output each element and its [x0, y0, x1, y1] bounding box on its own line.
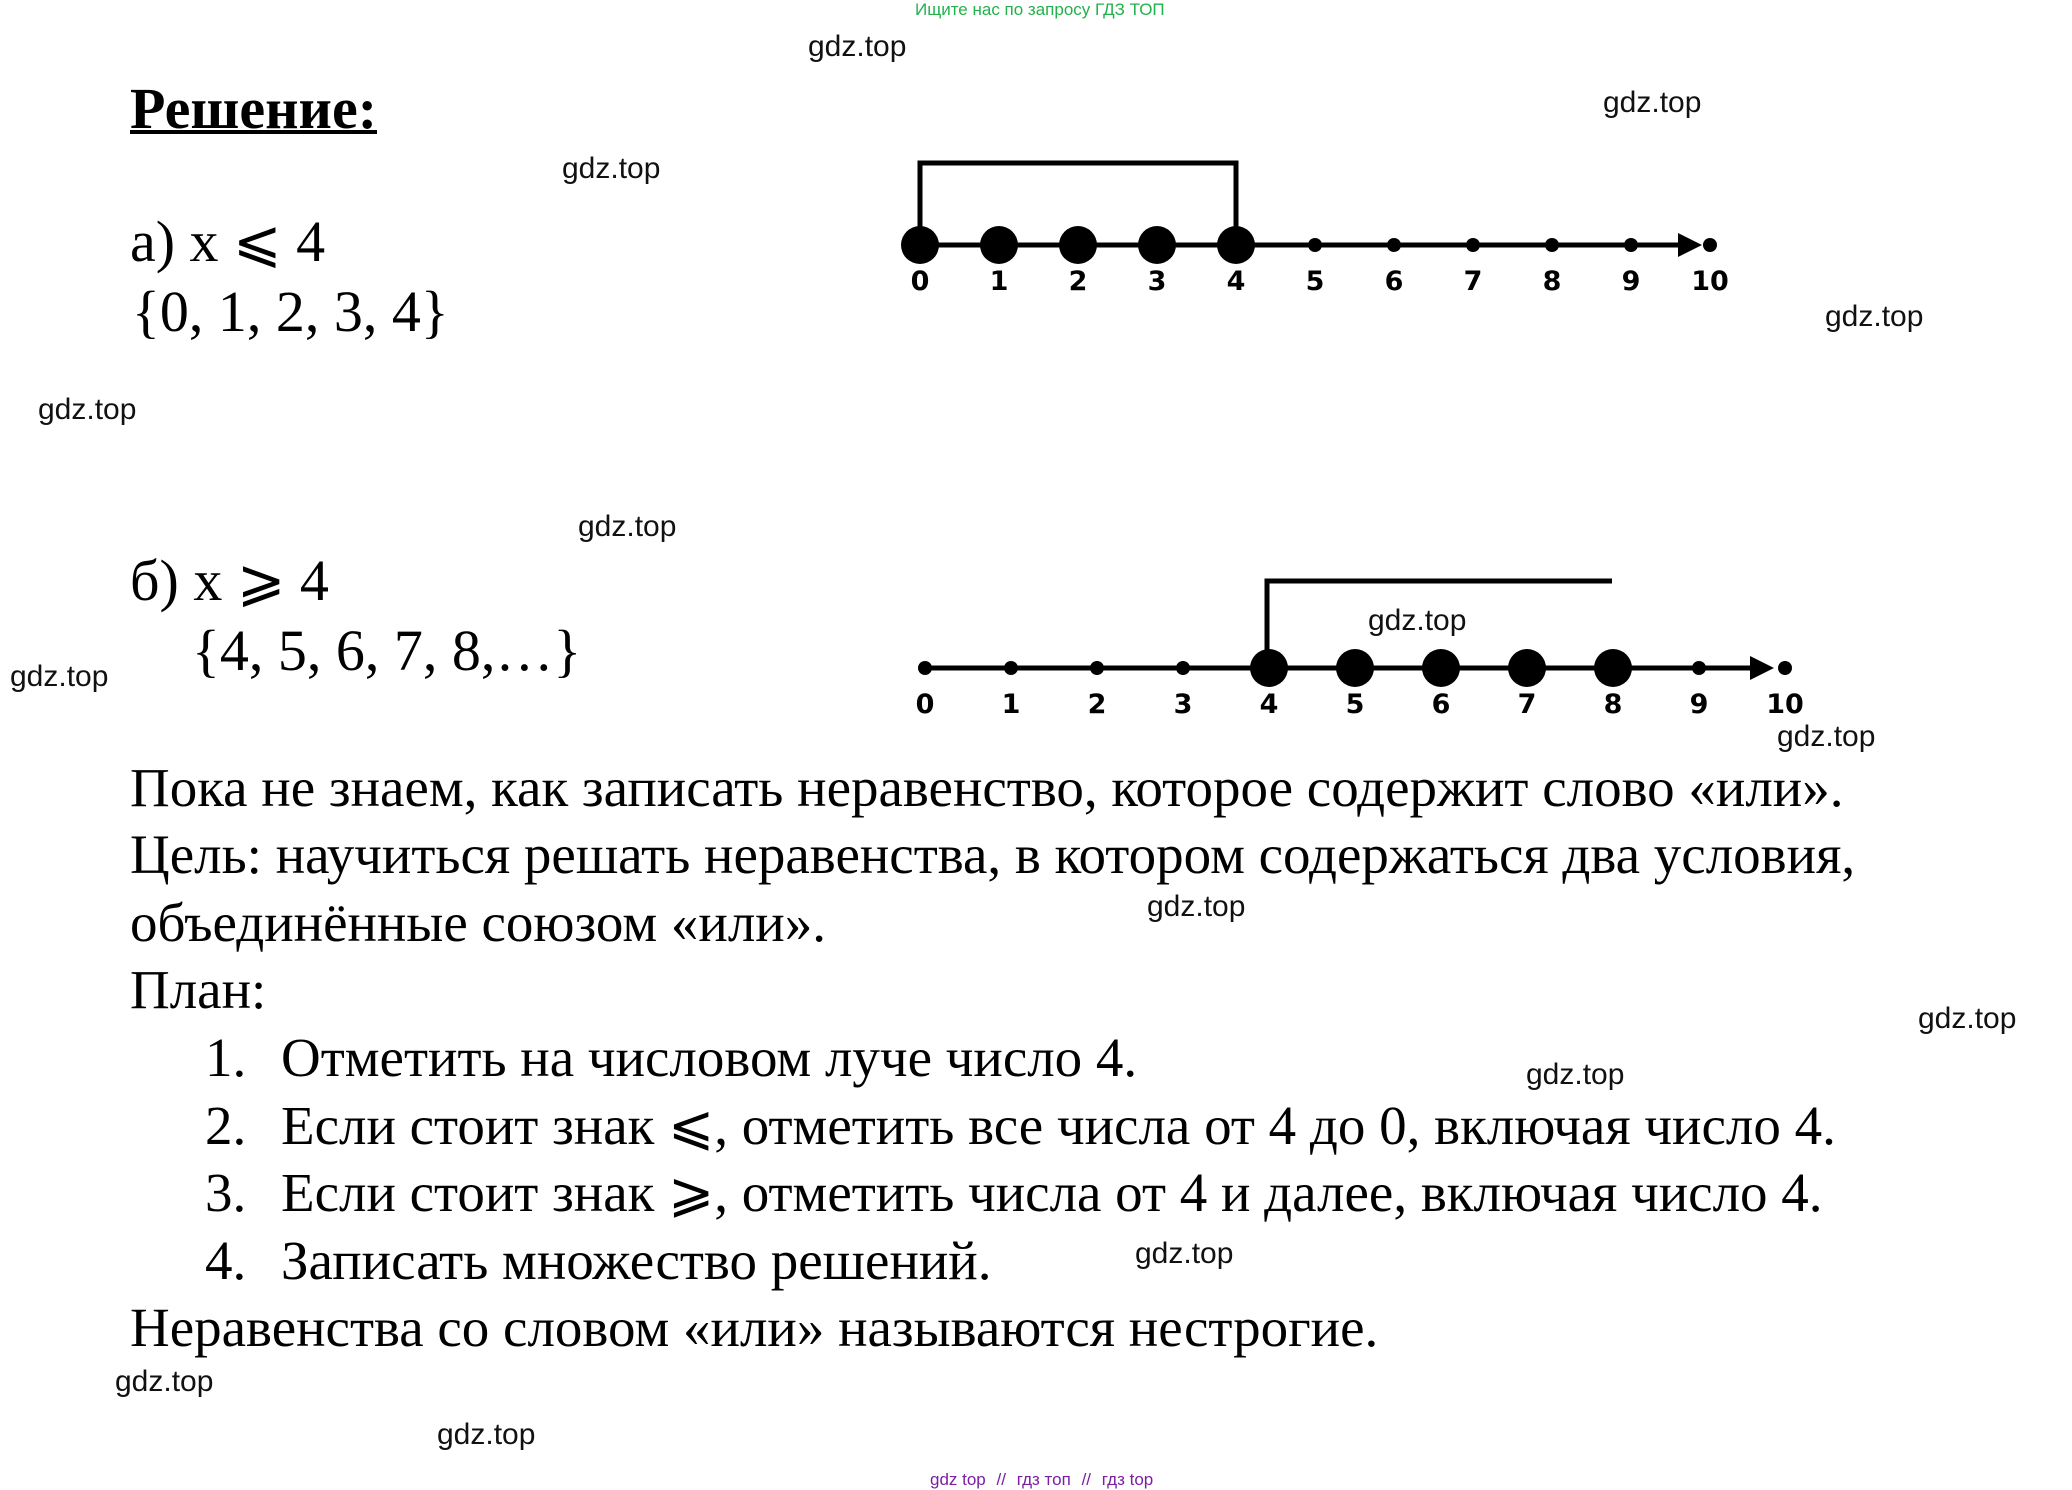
number-line-b-point-2 [1090, 661, 1104, 675]
number-line-a-label-2: 2 [1068, 266, 1088, 297]
plan-item-text: Отметить на числовом луче число 4. [281, 1027, 1138, 1088]
number-line-a-label-5: 5 [1305, 266, 1325, 297]
number-line-b-label-8: 8 [1603, 689, 1623, 720]
plan-item [205, 1027, 1138, 1088]
number-line-b-label-0: 0 [915, 689, 935, 720]
plan-item-number: 1. [205, 1027, 247, 1088]
number-line-b-point-8 [1594, 649, 1632, 687]
number-line-b-point-6 [1422, 649, 1460, 687]
bottom-banner [930, 1470, 1153, 1490]
text-line-1: Пока не знаем, как записать неравенство, которое содержит слово «или». [130, 757, 1844, 818]
number-line-a-point-5 [1308, 238, 1322, 252]
text-line-3: объединённые союзом «или». [130, 892, 826, 953]
number-line-b-point-10 [1778, 661, 1792, 675]
conclusion: Неравенства со словом «или» называются нестрогие. [130, 1297, 1379, 1358]
part-a-inequality: а) x ⩽ 4 [130, 209, 326, 274]
number-line-a-arrow [1678, 233, 1702, 257]
number-line-a [880, 150, 1729, 310]
number-line-b-label-2: 2 [1087, 689, 1107, 720]
bottom-banner-sep-2: // [1081, 1470, 1092, 1489]
watermark: gdz.top [10, 660, 109, 693]
plan-item [205, 1230, 992, 1291]
number-line-b-label-3: 3 [1173, 689, 1193, 720]
number-line-a-point-1 [980, 226, 1018, 264]
number-line-a-point-9 [1624, 238, 1638, 252]
watermark: gdz.top [808, 30, 907, 63]
watermark: gdz.top [38, 393, 137, 426]
number-line-a-point-7 [1466, 238, 1480, 252]
plan-item-number: 4. [205, 1230, 247, 1291]
bottom-banner-3[interactable]: гдз top [1101, 1470, 1154, 1489]
watermark: gdz.top [1135, 1237, 1234, 1270]
plan-title: План: [130, 959, 267, 1020]
number-line-b-label-4: 4 [1259, 689, 1279, 720]
number-line-b-point-7 [1508, 649, 1546, 687]
number-line-a-point-8 [1545, 238, 1559, 252]
plan-item [205, 1095, 1836, 1156]
watermark: gdz.top [1526, 1058, 1625, 1091]
number-line-a-label-6: 6 [1384, 266, 1404, 297]
bottom-banner-1[interactable]: gdz top [930, 1470, 986, 1489]
number-line-b [890, 565, 1804, 725]
bottom-banner-sep-1: // [996, 1470, 1006, 1489]
plan-item-text: Если стоит знак ⩽, отметить все числа от 4 до 0, включая число 4. [281, 1095, 1836, 1156]
watermark: gdz.top [562, 152, 661, 185]
watermark: gdz.top [1147, 890, 1246, 923]
number-line-a-label-7: 7 [1463, 266, 1483, 297]
watermark: gdz.top [1603, 86, 1702, 119]
number-line-b-point-9 [1692, 661, 1706, 675]
watermark: gdz.top [1825, 300, 1924, 333]
plan-item-number: 3. [205, 1162, 247, 1223]
part-b-solution-set: {4, 5, 6, 7, 8,…} [192, 618, 582, 683]
number-line-a-point-2 [1059, 226, 1097, 264]
page-title: Решение: [130, 76, 378, 141]
plan-item-number: 2. [205, 1095, 247, 1156]
part-b-inequality: б) x ⩾ 4 [130, 548, 329, 613]
number-line-a-label-1: 1 [989, 266, 1009, 297]
watermark: gdz.top [115, 1365, 214, 1398]
plan-item [205, 1162, 1823, 1223]
number-line-b-label-1: 1 [1001, 689, 1021, 720]
plan-item-text: Записать множество решений. [281, 1230, 992, 1291]
number-line-b-label-9: 9 [1689, 689, 1709, 720]
number-line-b-point-3 [1176, 661, 1190, 675]
number-line-b-point-4 [1250, 649, 1288, 687]
number-line-a-point-4 [1217, 226, 1255, 264]
number-line-b-arrow [1750, 656, 1774, 680]
number-line-a-label-8: 8 [1542, 266, 1562, 297]
number-line-a-point-0 [901, 226, 939, 264]
number-line-a-point-10 [1703, 238, 1717, 252]
number-line-a-point-3 [1138, 226, 1176, 264]
part-a-solution-set: {0, 1, 2, 3, 4} [132, 279, 449, 344]
watermark: gdz.top [1368, 604, 1467, 637]
number-line-a-label-9: 9 [1621, 266, 1641, 297]
number-line-b-point-1 [1004, 661, 1018, 675]
top-banner: Ищите нас по запросу ГДЗ ТОП [915, 0, 1165, 19]
number-line-b-label-5: 5 [1345, 689, 1365, 720]
number-line-b-point-5 [1336, 649, 1374, 687]
number-line-b-point-0 [918, 661, 932, 675]
number-line-a-label-0: 0 [910, 266, 930, 297]
bottom-banner-2[interactable]: гдз топ [1016, 1470, 1071, 1489]
watermark: gdz.top [578, 510, 677, 543]
number-line-a-label-4: 4 [1226, 266, 1246, 297]
number-line-a-label-3: 3 [1147, 266, 1167, 297]
number-line-a-label-10: 10 [1691, 266, 1729, 297]
watermark: gdz.top [437, 1418, 536, 1451]
plan-item-text: Если стоит знак ⩾, отметить числа от 4 и далее, включая число 4. [281, 1162, 1823, 1223]
number-line-b-label-7: 7 [1517, 689, 1537, 720]
number-line-b-label-10: 10 [1766, 689, 1804, 720]
text-line-2: Цель: научиться решать неравенства, в котором содержаться два условия, [130, 824, 1856, 885]
watermark: gdz.top [1777, 720, 1876, 753]
watermark: gdz.top [1918, 1002, 2017, 1035]
number-line-a-point-6 [1387, 238, 1401, 252]
number-line-b-label-6: 6 [1431, 689, 1451, 720]
